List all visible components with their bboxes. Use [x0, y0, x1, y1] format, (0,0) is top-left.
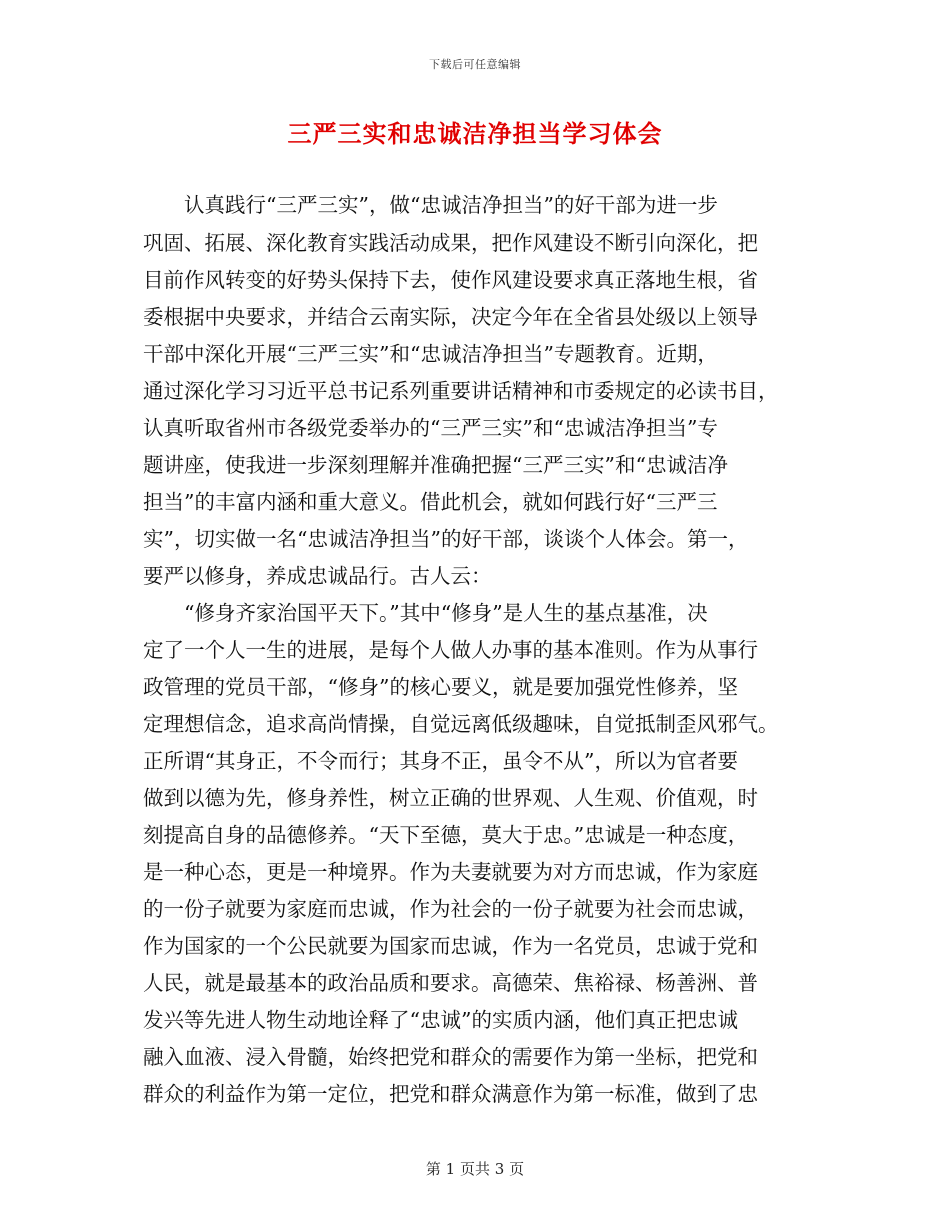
body-line: “修身齐家治国平天下。”其中“修身”是人生的基点基准，决: [143, 601, 708, 625]
body-line: 做到以德为先，修身养性，树立正确的世界观、人生观、价值观，时: [143, 786, 758, 810]
body-line: 政管理的党员干部，“修身”的核心要义，就是要加强党性修养，坚: [143, 675, 738, 699]
page-number: 第 1 页共 3 页: [425, 1160, 525, 1178]
body-line: 的一份子就要为家庭而忠诚，作为社会的一份子就要为社会而忠诚，: [143, 897, 758, 921]
body-line: 融入血液、浸入骨髓，始终把党和群众的需要作为第一坐标，把党和: [143, 1045, 758, 1069]
body-line: 是一种心态，更是一种境界。作为夫妻就要为对方而忠诚，作为家庭: [143, 860, 758, 884]
body-line: 委根据中央要求，并结合云南实际，决定今年在全省县处级以上领导: [143, 305, 758, 329]
body-line: 实”，切实做一名“忠诚洁净担当”的好干部，谈谈个人体会。第一，: [143, 527, 749, 551]
body-line: 认真听取省州市各级党委举办的“三严三实”和“忠诚洁净担当”专: [143, 416, 718, 440]
page-header-note: 下载后可任意编辑: [429, 58, 521, 71]
body-line: 定理想信念，追求高尚情操，自觉远离低级趣味，自觉抵制歪风邪气。: [143, 712, 779, 736]
body-line: 刻提高自身的品德修养。“天下至德，莫大于忠。”忠诚是一种态度，: [143, 823, 749, 847]
body-line: 正所谓“其身正，不令而行；其身不正，虽令不从”，所以为官者要: [143, 749, 738, 773]
body-line: 发兴等先进人物生动地诠释了“忠诚”的实质内涵，他们真正把忠诚: [143, 1008, 738, 1032]
body-line: 干部中深化开展“三严三实”和“忠诚洁净担当”专题教育。近期，: [143, 342, 718, 366]
body-line: 要严以修身，养成忠诚品行。古人云：: [143, 564, 492, 588]
body-line: 认真践行“三严三实”，做“忠诚洁净担当”的好干部为进一步: [143, 193, 718, 217]
body-line: 定了一个人一生的进展，是每个人做人办事的基本准则。作为从事行: [143, 638, 758, 662]
body-line: 通过深化学习习近平总书记系列重要讲话精神和市委规定的必读书目，: [143, 379, 779, 403]
body-line: 群众的利益作为第一定位，把党和群众满意作为第一标准，做到了忠: [143, 1082, 758, 1106]
body-line: 担当”的丰富内涵和重大意义。借此机会，就如何践行好“三严三: [143, 490, 718, 514]
page-title: 三严三实和忠诚洁净担当学习体会: [287, 119, 663, 148]
body-line: 题讲座，使我进一步深刻理解并准确把握“三严三实”和“忠诚洁净: [143, 453, 728, 477]
body-line: 人民，就是最基本的政治品质和要求。高德荣、焦裕禄、杨善洲、普: [143, 971, 758, 995]
body-line: 作为国家的一个公民就要为国家而忠诚，作为一名党员，忠诚于党和: [143, 934, 758, 958]
body-line: 目前作风转变的好势头保持下去，使作风建设要求真正落地生根，省: [143, 268, 758, 292]
body-line: 巩固、拓展、深化教育实践活动成果，把作风建设不断引向深化，把: [143, 231, 758, 255]
